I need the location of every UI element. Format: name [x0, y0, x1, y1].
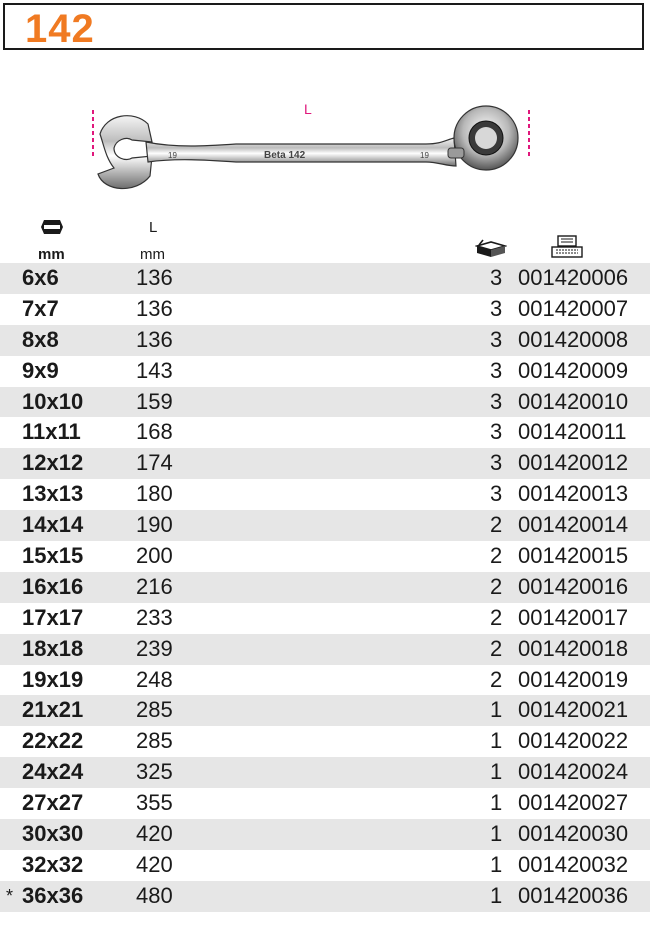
hex-nut-icon [40, 217, 64, 237]
article-code-cell: 001420007 [518, 295, 629, 321]
size-cell: 36x36 [22, 882, 84, 908]
quantity-cell: 1 [490, 851, 503, 877]
table-row [0, 479, 650, 510]
table-row [0, 603, 650, 634]
quantity-cell: 3 [490, 326, 503, 352]
engraving-left: 19 [168, 151, 177, 160]
table-row [0, 541, 650, 572]
row-mark: * [6, 885, 14, 906]
size-cell: 10x10 [22, 388, 84, 414]
article-code-cell: 001420021 [518, 697, 629, 723]
wrench-illustration [86, 96, 536, 206]
article-code-cell: 001420036 [518, 882, 629, 908]
quantity-cell: 1 [490, 697, 503, 723]
size-cell: 17x17 [22, 604, 84, 630]
length-cell: 480 [136, 882, 173, 908]
table-row [0, 695, 650, 726]
table-row [0, 510, 650, 541]
dimension-label: L [304, 101, 312, 117]
length-cell: 216 [136, 573, 173, 599]
table-row [0, 387, 650, 418]
engraving-brand: Beta 142 [264, 150, 306, 161]
package-box-icon [475, 238, 507, 258]
article-code-cell: 001420008 [518, 326, 629, 352]
quantity-cell: 1 [490, 882, 503, 908]
table-row [0, 726, 650, 757]
article-code-cell: 001420019 [518, 666, 629, 692]
article-code-cell: 001420032 [518, 851, 629, 877]
quantity-cell: 2 [490, 635, 503, 661]
length-cell: 285 [136, 697, 173, 723]
length-cell: 136 [136, 265, 173, 290]
size-cell: 13x13 [22, 481, 84, 507]
table-row [0, 448, 650, 479]
length-cell: 143 [136, 357, 173, 383]
size-cell: 15x15 [22, 543, 84, 569]
product-table [0, 263, 650, 912]
article-code-cell: 001420027 [518, 790, 629, 816]
size-cell: 19x19 [22, 666, 84, 692]
quantity-cell: 3 [490, 481, 503, 507]
table-row [0, 665, 650, 696]
length-cell: 200 [136, 543, 173, 569]
length-cell: 239 [136, 635, 173, 661]
article-code-cell: 001420024 [518, 759, 629, 785]
length-cell: 174 [136, 450, 173, 476]
length-unit-header: mm [140, 246, 165, 263]
length-cell: 233 [136, 604, 173, 630]
size-cell: 12x12 [22, 450, 84, 476]
length-cell: 168 [136, 419, 173, 445]
quantity-cell: 2 [490, 604, 503, 630]
size-cell: 14x14 [22, 512, 84, 538]
size-cell: 30x30 [22, 821, 84, 847]
article-code-cell: 001420014 [518, 512, 629, 538]
page-title: 142 [25, 7, 95, 51]
size-cell: 9x9 [22, 357, 59, 383]
table-row [0, 819, 650, 850]
article-code-cell: 001420030 [518, 821, 629, 847]
article-code-cell: 001420010 [518, 388, 629, 414]
length-cell: 325 [136, 759, 173, 785]
quantity-cell: 1 [490, 759, 503, 785]
engraving-right: 19 [420, 151, 429, 160]
size-cell: 16x16 [22, 573, 84, 599]
table-row [0, 417, 650, 448]
header-box [3, 3, 644, 50]
table-row [0, 325, 650, 356]
length-cell: 355 [136, 790, 173, 816]
quantity-cell: 3 [490, 388, 503, 414]
size-cell: 7x7 [22, 295, 59, 321]
article-code-cell: 001420016 [518, 573, 629, 599]
size-cell: 18x18 [22, 635, 84, 661]
article-code-cell: 001420012 [518, 450, 629, 476]
length-cell: 136 [136, 326, 173, 352]
quantity-cell: 1 [490, 728, 503, 754]
length-cell: 159 [136, 388, 173, 414]
table-row [0, 356, 650, 387]
length-cell: 420 [136, 821, 173, 847]
quantity-cell: 3 [490, 265, 503, 290]
quantity-cell: 3 [490, 450, 503, 476]
size-cell: 22x22 [22, 728, 84, 754]
length-header: L [149, 219, 158, 236]
quantity-cell: 1 [490, 821, 503, 847]
article-code-cell: 001420018 [518, 635, 629, 661]
length-cell: 285 [136, 728, 173, 754]
table-row [0, 757, 650, 788]
article-code-cell: 001420006 [518, 265, 629, 290]
quantity-cell: 2 [490, 573, 503, 599]
size-cell: 8x8 [22, 326, 59, 352]
quantity-cell: 1 [490, 790, 503, 816]
length-cell: 190 [136, 512, 173, 538]
length-cell: 136 [136, 295, 173, 321]
quantity-cell: 3 [490, 295, 503, 321]
open-end-jaw [98, 116, 152, 189]
quantity-cell: 3 [490, 357, 503, 383]
quantity-cell: 2 [490, 543, 503, 569]
table-row [0, 788, 650, 819]
size-cell: 11x11 [22, 419, 81, 445]
table-row [0, 850, 650, 881]
size-cell: 27x27 [22, 790, 84, 816]
article-code-cell: 001420015 [518, 543, 629, 569]
table-row [0, 263, 650, 294]
barcode-terminal-icon [550, 235, 584, 259]
size-cell: 32x32 [22, 851, 84, 877]
table-row [0, 572, 650, 603]
table-row [0, 881, 650, 912]
quantity-cell: 2 [490, 512, 503, 538]
table-row [0, 634, 650, 665]
length-cell: 248 [136, 666, 173, 692]
size-cell: 6x6 [22, 265, 59, 290]
article-code-cell: 001420011 [518, 419, 627, 445]
table-row [0, 294, 650, 325]
length-cell: 420 [136, 851, 173, 877]
quantity-cell: 2 [490, 666, 503, 692]
size-cell: 21x21 [22, 697, 84, 723]
size-cell: 24x24 [22, 759, 84, 785]
length-cell: 180 [136, 481, 173, 507]
reverse-lever [448, 148, 464, 158]
size-unit-header: mm [38, 246, 65, 263]
article-code-cell: 001420017 [518, 604, 629, 630]
article-code-cell: 001420009 [518, 357, 629, 383]
article-code-cell: 001420013 [518, 481, 629, 507]
article-code-cell: 001420022 [518, 728, 629, 754]
quantity-cell: 3 [490, 419, 503, 445]
